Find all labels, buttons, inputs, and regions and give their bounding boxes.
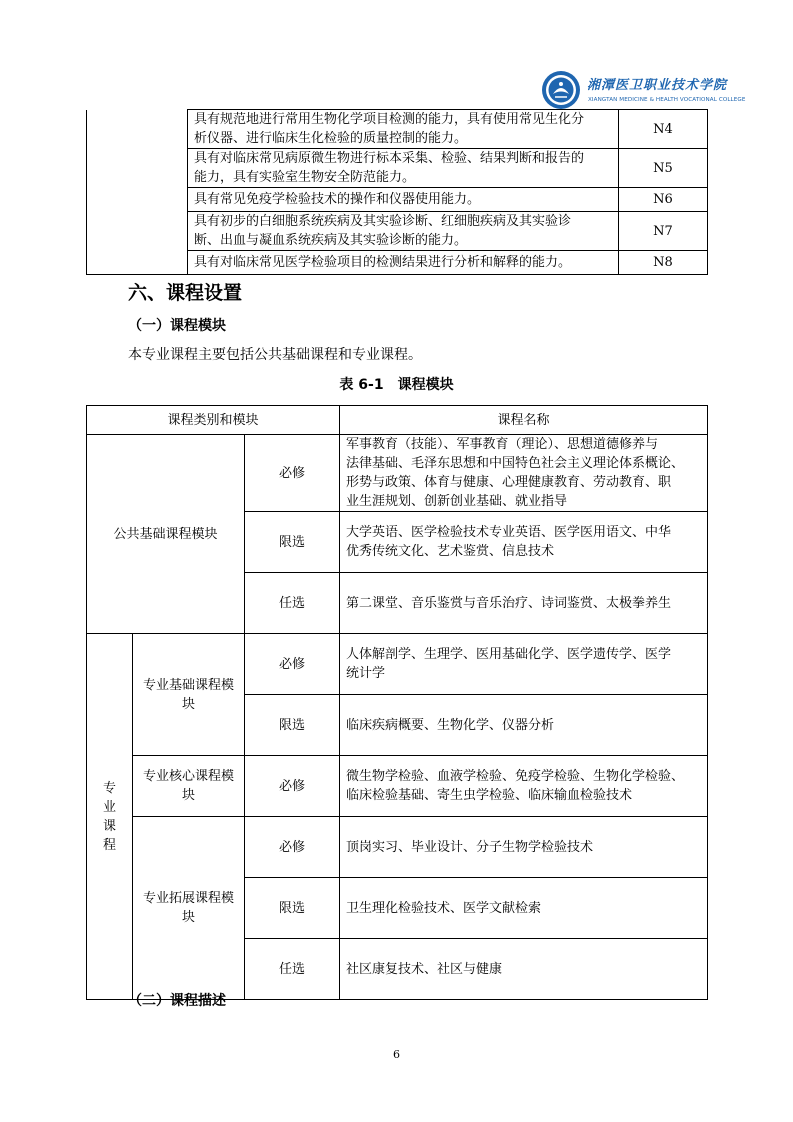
ability-table (86, 109, 708, 275)
ability-row (87, 110, 708, 149)
ability-row (87, 188, 708, 212)
table-caption: 表 6-1 课程模块 (339, 377, 454, 393)
subsection-title-modules: （一）课程模块 (128, 318, 226, 334)
logo-english-name: XIANGTAN MEDICINE & HEALTH VOCATIONAL COLLEGE (588, 97, 746, 103)
ability-description: 具有对临床常见病原微生物进行标本采集、检验、结果判断和报告的 能力，具有实验室生物安全防范能力。 (188, 149, 619, 188)
course-names: 社区康复技术、社区与健康 (340, 939, 708, 1000)
course-names: 军事教育（技能）、军事教育（理论）、思想道德修养与 法律基础、毛泽东思想和中国特色社会主义理论体系概论、 形势与政策、体育与健康、心理健康教育、劳动教育、职 业生涯规划、创新创业基础、就业指导 (340, 435, 708, 512)
blank-cell (87, 149, 188, 188)
course-names: 微生物学检验、血液学检验、免疫学检验、生物化学检验、 临床检验基础、寄生虫学检验、临床输血检验技术 (340, 756, 708, 817)
ability-code: N5 (619, 149, 708, 188)
course-type: 必修 (245, 634, 340, 695)
blank-cell (87, 251, 188, 275)
ability-row (87, 251, 708, 275)
page-number: 6 (393, 1048, 400, 1061)
header-course-names: 课程名称 (340, 406, 708, 435)
ability-code: N4 (619, 110, 708, 149)
college-emblem-icon (541, 70, 581, 110)
ability-description: 具有初步的白细胞系统疾病及其实验诊断、红细胞疾病及其实验诊 断、出血与凝血系统疾病及其实验诊断的能力。 (188, 212, 619, 251)
ability-code: N8 (619, 251, 708, 275)
course-type: 限选 (245, 512, 340, 573)
ability-description: 具有规范地进行常用生物化学项目检测的能力，具有使用常见生化分 析仪器、进行临床生化检验的质量控制的能力。 (188, 110, 619, 149)
ability-code: N7 (619, 212, 708, 251)
section-title: 六、课程设置 (128, 282, 243, 304)
course-module-table (86, 405, 708, 1000)
ability-row (87, 212, 708, 251)
blank-cell (87, 212, 188, 251)
ability-description: 具有常见免疫学检验技术的操作和仪器使用能力。 (188, 188, 619, 212)
subsection-title-descriptions: （二）课程描述 (128, 993, 226, 1009)
course-type: 任选 (245, 939, 340, 1000)
course-names: 人体解剖学、生理学、医用基础化学、医学遗传学、医学 统计学 (340, 634, 708, 695)
course-type: 必修 (245, 817, 340, 878)
professional-courses-label: 专 业 课 程 (87, 634, 133, 1000)
course-names: 顶岗实习、毕业设计、分子生物学检验技术 (340, 817, 708, 878)
ability-code: N6 (619, 188, 708, 212)
course-type: 必修 (245, 756, 340, 817)
course-names: 临床疾病概要、生物化学、仪器分析 (340, 695, 708, 756)
course-names: 卫生理化检验技术、医学文献检索 (340, 878, 708, 939)
header-category: 课程类别和模块 (87, 406, 340, 435)
blank-cell (87, 188, 188, 212)
core-module-label: 专业核心课程模 块 (133, 756, 245, 817)
course-type: 任选 (245, 573, 340, 634)
logo-chinese-name: 湘潭医卫职业技术学院 (587, 78, 728, 93)
course-type: 限选 (245, 878, 340, 939)
public-module-label: 公共基础课程模块 (87, 435, 245, 634)
blank-cell (87, 110, 188, 149)
extension-module-label: 专业拓展课程模 块 (133, 817, 245, 1000)
course-names: 第二课堂、音乐鉴赏与音乐治疗、诗词鉴赏、太极拳养生 (340, 573, 708, 634)
course-type: 必修 (245, 435, 340, 512)
ability-row (87, 149, 708, 188)
intro-paragraph: 本专业课程主要包括公共基础课程和专业课程。 (128, 347, 422, 363)
course-names: 大学英语、医学检验技术专业英语、医学医用语文、中华 优秀传统文化、艺术鉴赏、信息技术 (340, 512, 708, 573)
college-logo (541, 70, 746, 114)
ability-description: 具有对临床常见医学检验项目的检测结果进行分析和解释的能力。 (188, 251, 619, 275)
course-type: 限选 (245, 695, 340, 756)
basic-module-label: 专业基础课程模 块 (133, 634, 245, 756)
